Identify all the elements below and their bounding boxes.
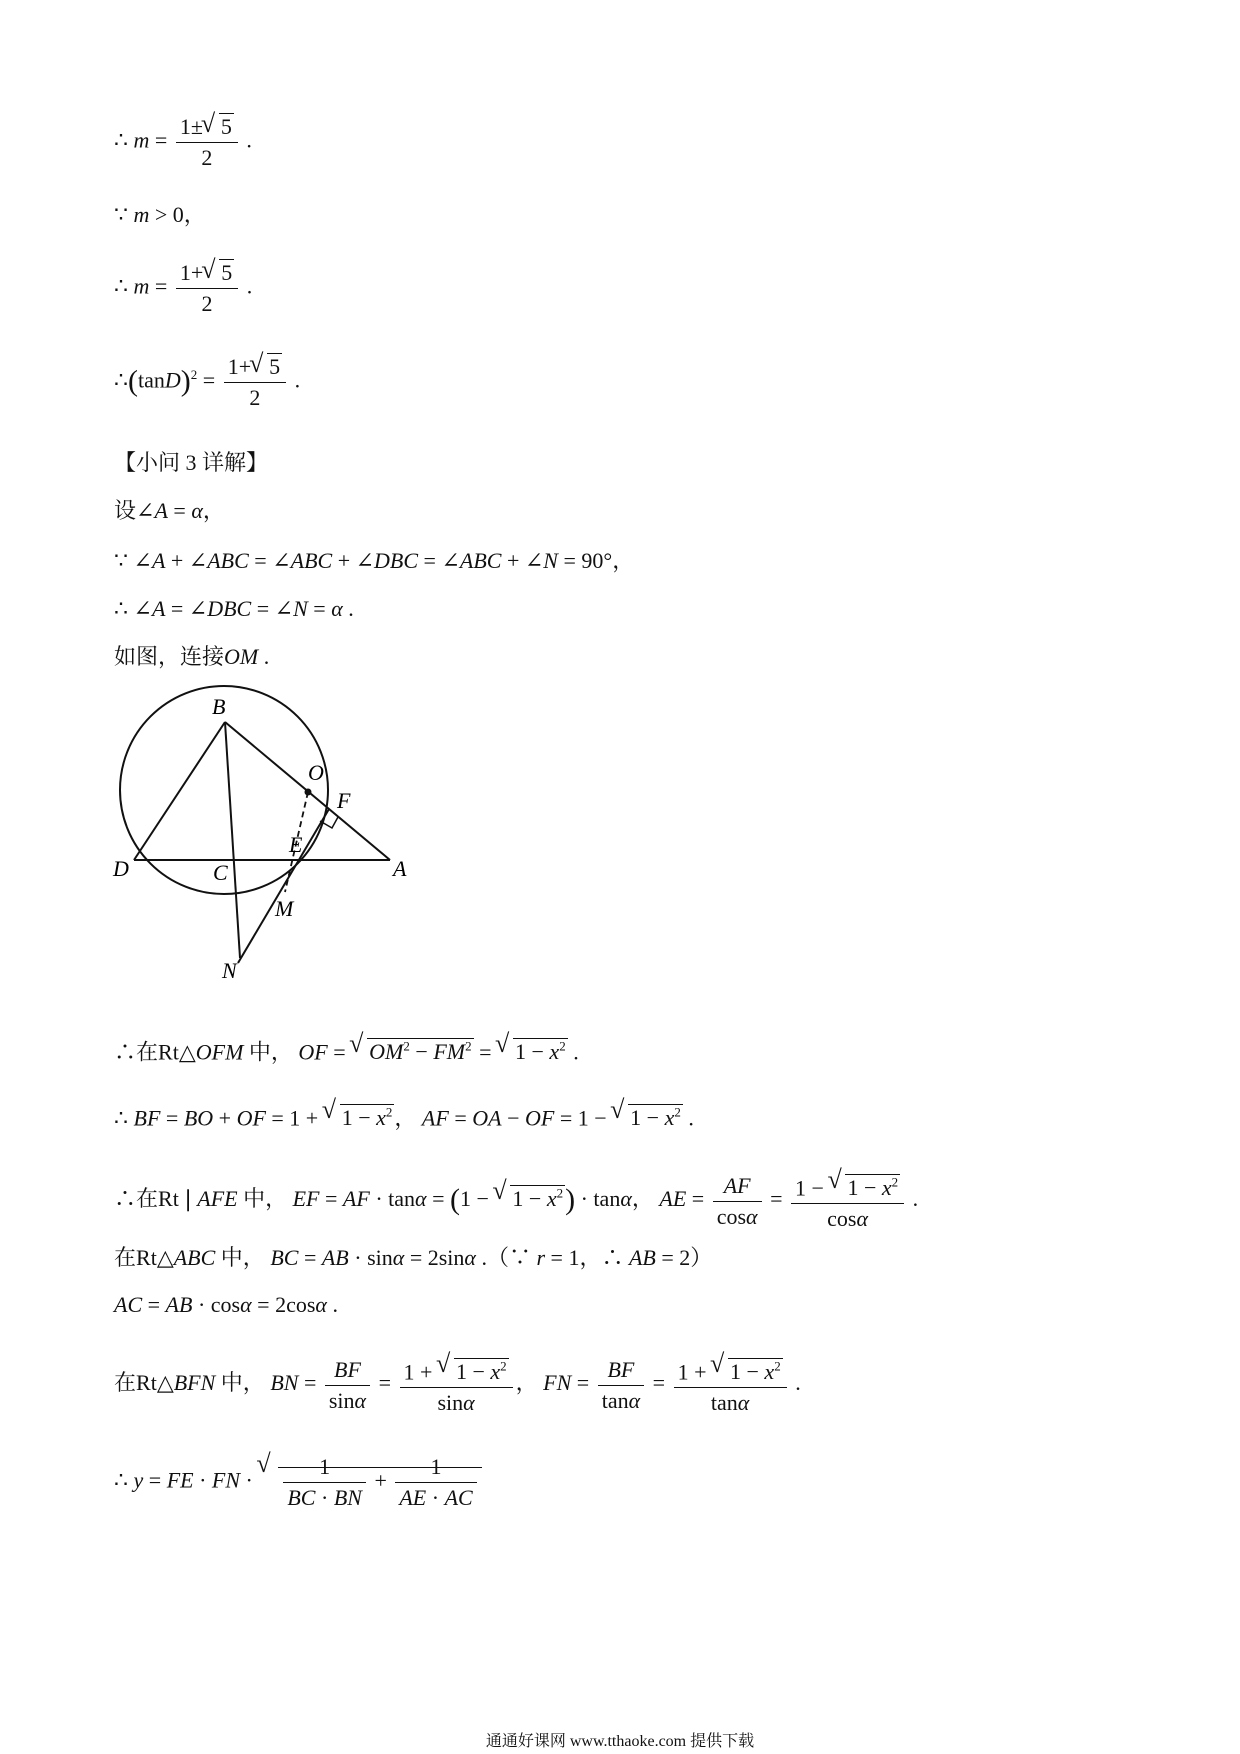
geometry-diagram	[105, 680, 435, 1000]
line-tan-d: $\therefore(\tan D)^2$ = $\frac{1+√ 5}{2}$ .	[114, 352, 300, 413]
line-of: ∴在Rt△OFM 中， OF = √ $OM^2 - FM^2$ = √ $1 - x^2$ .	[114, 1032, 579, 1067]
line-y: ∴ y = FE · FN · √ $\frac{1}{BC \cdot BN}$ + $\frac{1}{AE \cdot AC}$	[114, 1452, 482, 1513]
line-angle-sum: ∵ ∠A + ∠ABC = ∠ABC + ∠DBC = ∠ABC + ∠N = 90°，	[114, 548, 635, 573]
label-m: M	[275, 896, 294, 921]
label-n: N	[222, 958, 237, 983]
line-m-positive: ∵ m > 0，	[114, 202, 206, 227]
line-ac: AC = AB · cosα = 2cosα .	[114, 1292, 338, 1317]
line-m-value: ∴ m = $\frac{1+√ 5}{2}$ .	[114, 258, 252, 319]
line-set-alpha: 设∠A = α，	[114, 498, 225, 523]
page-footer: 通通好课网 www.tthaoke.com 提供下载	[485, 1733, 755, 1750]
line-m-pm: ∴ m = $\frac{1\pm√ 5}{2}$ .	[114, 112, 252, 173]
label-a: A	[393, 856, 407, 881]
line-bn-fn: 在Rt△BFN 中， BN = $\frac{BF}{\sin\alpha}$ = $\frac{1 + √ 1 - x^2}{\sin\alpha}$ ， FN = $\frac{BF}{\tan\alpha}$ = $\frac{1 + √ 1 - x^2}{\tan\alpha}$ .	[114, 1352, 801, 1418]
label-e: E	[289, 832, 303, 857]
line-bc: 在Rt△ABC 中， BC = AB · sinα = 2sinα .（∵ r = 1，∴ AB = 2）	[114, 1245, 713, 1270]
line-bf-af: ∴ BF = BO + OF = 1 + √ $1 - x^2$， AF = OA − OF = 1 − √ $1 - x^2$ .	[114, 1098, 694, 1133]
line-ef-ae: ∴在Rt❘AFE 中， EF = AF · tanα = (1 − √ $1 - x^2) \cdot \tan\alpha$， AE = $\frac{AF}{\cos\alpha}$ = $\frac{1 - √ 1 - x^2}{\cos\alpha}$ .	[114, 1168, 918, 1234]
label-b: B	[212, 694, 226, 719]
section-heading: 【小问 3 详解】	[114, 450, 269, 475]
label-f: F	[337, 788, 351, 813]
line-connect-om: 如图，连接OM .	[114, 644, 270, 669]
label-o: O	[308, 760, 324, 785]
line-angle-equal: ∴ ∠A = ∠DBC = ∠N = α .	[114, 596, 354, 621]
label-c: C	[213, 860, 228, 885]
label-d: D	[113, 856, 129, 881]
